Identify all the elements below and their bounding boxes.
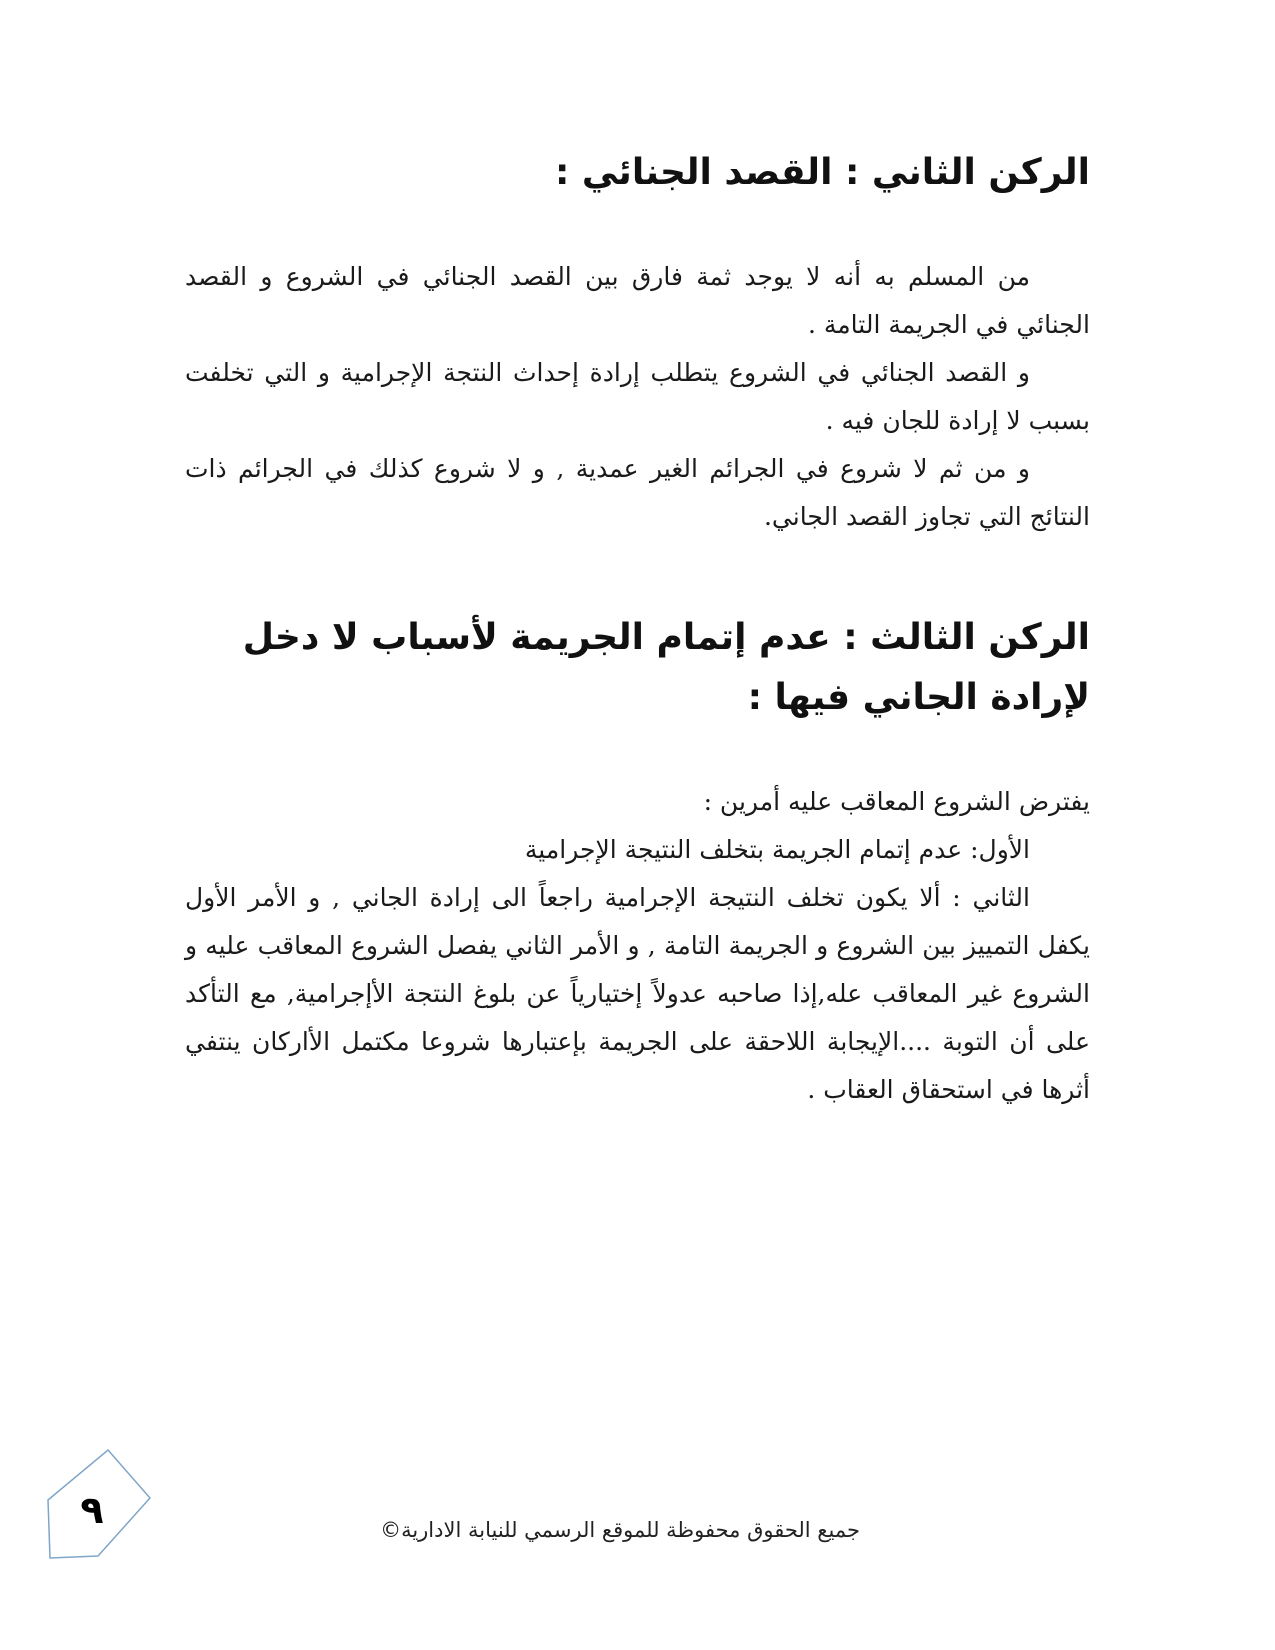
section-body-second-pillar	[185, 253, 1090, 541]
copyright-footer: جميع الحقوق محفوظة للموقع الرسمي للنيابة الادارية©	[380, 1518, 860, 1542]
paragraph: و القصد الجنائي في الشروع يتطلب إرادة إحداث النتجة الإجرامية و التي تخلفت بسبب لا إرادة للجان فيه .	[185, 358, 1090, 435]
paragraph: من المسلم به أنه لا يوجد ثمة فارق بين القصد الجنائي في الشروع و القصد الجنائي في الجريمة التامة .	[185, 262, 1090, 339]
paragraph-first-condition: الأول: عدم إتمام الجريمة بتخلف النتيجة الإجرامية	[524, 835, 1030, 864]
section-body-third-pillar	[185, 778, 1090, 1114]
section-heading-second-pillar: الركن الثاني : القصد الجنائي :	[554, 152, 1090, 193]
paragraph: و من ثم لا شروع في الجرائم الغير عمدية , و لا شروع كذلك في الجرائم ذات النتائج التي تجاوز القصد الجاني.	[185, 454, 1090, 531]
paragraph-intro: يفترض الشروع المعاقب عليه أمرين :	[703, 787, 1090, 816]
page-number: ٩	[80, 1488, 104, 1532]
paragraph-second-condition: الثاني : ألا يكون تخلف النتيجة الإجرامية راجعاً الى إرادة الجاني , و الأمر الأول يكفل التمييز بين الشروع و الجريمة التامة , و الأمر الثاني يفصل الشروع المعاقب عليه و الشروع غير المعاقب عله,إذا صاحبه عدولاً إختيارياً عن بلوغ النتجة الأإجرامية, مع التأكد على أن التوبة ....الإيجابة اللاحقة على الجريمة بإعتبارها شروعا مكتمل الأاركان ينتفي أثرها في استحقاق العقاب .	[185, 883, 1090, 1104]
section-heading-third-pillar: الركن الثالث : عدم إتمام الجريمة لأسباب لا دخل لإرادة الجاني فيها :	[242, 617, 1090, 718]
